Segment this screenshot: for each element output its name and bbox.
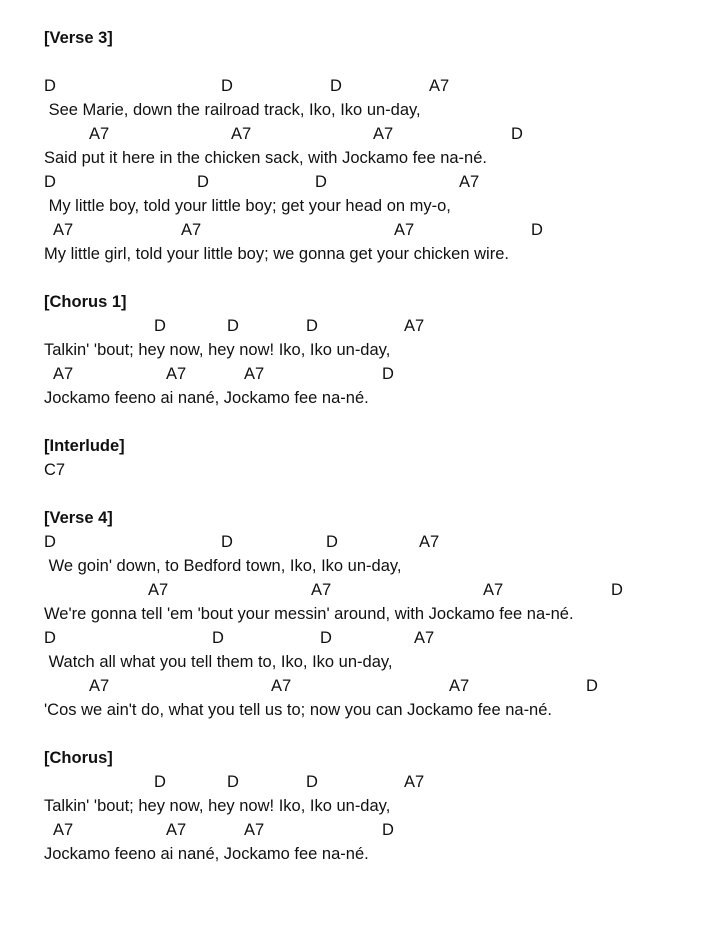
chord: D	[227, 773, 239, 791]
lyric-line: My little boy, told your little boy; get your head on my-o,	[44, 197, 451, 215]
chord: A7	[449, 677, 470, 695]
chord: C7	[44, 461, 66, 479]
chord: D	[306, 773, 318, 791]
section-heading: [Interlude]	[44, 437, 125, 455]
chord: A7	[429, 77, 450, 95]
section-heading: [Chorus]	[44, 749, 113, 767]
chord: A7	[244, 821, 265, 839]
chord: A7	[53, 821, 74, 839]
chord: D	[44, 173, 56, 191]
chord: A7	[89, 677, 110, 695]
chord: A7	[404, 317, 425, 335]
chord: D	[221, 77, 233, 95]
chord-row	[0, 674, 723, 698]
lyric-line: Said put it here in the chicken sack, with Jockamo fee na-né.	[44, 149, 487, 167]
section-heading: [Verse 3]	[44, 29, 113, 47]
chord: A7	[419, 533, 440, 551]
chord: D	[44, 629, 56, 647]
chord: D	[315, 173, 327, 191]
chord: A7	[271, 677, 292, 695]
chord: D	[197, 173, 209, 191]
chord-row	[0, 458, 723, 482]
chord: A7	[166, 821, 187, 839]
chord: A7	[53, 365, 74, 383]
lyric-line: Jockamo feeno ai nané, Jockamo fee na-né.	[44, 845, 369, 863]
lyric-line: Watch all what you tell them to, Iko, Iko un-day,	[44, 653, 393, 671]
chord: A7	[231, 125, 252, 143]
chord: D	[382, 365, 394, 383]
chord-row	[0, 626, 723, 650]
chord: D	[330, 77, 342, 95]
chord: D	[511, 125, 523, 143]
lyric-line: Talkin' 'bout; hey now, hey now! Iko, Iko un-day,	[44, 797, 391, 815]
chord: D	[154, 317, 166, 335]
chord: A7	[414, 629, 435, 647]
chord-row	[0, 122, 723, 146]
chord: A7	[89, 125, 110, 143]
chord: A7	[53, 221, 74, 239]
chord: D	[306, 317, 318, 335]
chord: A7	[166, 365, 187, 383]
chord-row	[0, 770, 723, 794]
chord-row	[0, 362, 723, 386]
section-heading: [Verse 4]	[44, 509, 113, 527]
chord-row	[0, 170, 723, 194]
chord: D	[382, 821, 394, 839]
chord: A7	[459, 173, 480, 191]
chord: D	[586, 677, 598, 695]
chord-row	[0, 74, 723, 98]
chord-row	[0, 818, 723, 842]
chord: D	[221, 533, 233, 551]
chord: A7	[181, 221, 202, 239]
chord-row	[0, 530, 723, 554]
chord: A7	[404, 773, 425, 791]
chord: A7	[244, 365, 265, 383]
chord: A7	[311, 581, 332, 599]
chord-row	[0, 314, 723, 338]
lyric-line: Jockamo feeno ai nané, Jockamo fee na-né.	[44, 389, 369, 407]
chord: D	[611, 581, 623, 599]
chord: D	[320, 629, 332, 647]
chord: D	[44, 533, 56, 551]
chord: A7	[483, 581, 504, 599]
chord: D	[44, 77, 56, 95]
lyric-line: 'Cos we ain't do, what you tell us to; now you can Jockamo fee na-né.	[44, 701, 552, 719]
chord: D	[326, 533, 338, 551]
chord: D	[212, 629, 224, 647]
chord: D	[227, 317, 239, 335]
lyric-line: My little girl, told your little boy; we gonna get your chicken wire.	[44, 245, 509, 263]
chord: D	[531, 221, 543, 239]
chord-row	[0, 218, 723, 242]
chord-row	[0, 578, 723, 602]
lyric-line: We're gonna tell 'em 'bout your messin' around, with Jockamo fee na-né.	[44, 605, 574, 623]
lyric-line: Talkin' 'bout; hey now, hey now! Iko, Iko un-day,	[44, 341, 391, 359]
lyric-line: We goin' down, to Bedford town, Iko, Iko un-day,	[44, 557, 402, 575]
lyric-line: See Marie, down the railroad track, Iko, Iko un-day,	[44, 101, 421, 119]
chord: D	[154, 773, 166, 791]
chord: A7	[394, 221, 415, 239]
chord: A7	[373, 125, 394, 143]
chord: A7	[148, 581, 169, 599]
section-heading: [Chorus 1]	[44, 293, 127, 311]
